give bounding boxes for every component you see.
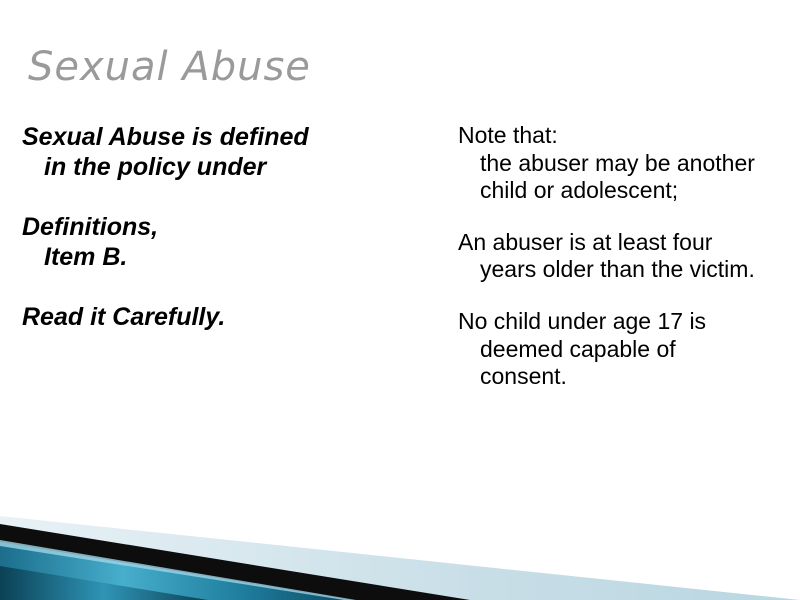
page-title: Sexual Abuse — [28, 44, 311, 90]
right-spacer-1 — [458, 205, 798, 229]
right-line-2: the abuser may be another — [480, 149, 755, 176]
decorative-ribbon-graphic — [0, 480, 800, 600]
left-line-5: Read it Carefully. — [22, 303, 226, 331]
right-line-1: Note that: — [458, 122, 558, 148]
right-text-column — [458, 122, 798, 391]
left-spacer-2 — [22, 272, 422, 302]
left-spacer-1 — [22, 182, 422, 212]
left-line-1: Sexual Abuse is defined — [22, 123, 309, 151]
right-line-6: No child under age 17 is — [458, 307, 707, 334]
left-line-2: in the policy under — [44, 153, 267, 181]
left-text-column — [22, 122, 422, 332]
right-line-4: An abuser is at least four — [458, 228, 713, 255]
right-line-5: years older than the victim. — [480, 256, 755, 283]
left-line-3: Definitions, — [22, 213, 159, 241]
right-line-3: child or adolescent; — [480, 177, 679, 204]
slide-body — [0, 122, 800, 482]
right-line-8: consent. — [480, 363, 567, 390]
right-line-7: deemed capable of — [480, 335, 676, 362]
right-spacer-2 — [458, 284, 798, 308]
left-line-4: Item B. — [44, 243, 128, 271]
